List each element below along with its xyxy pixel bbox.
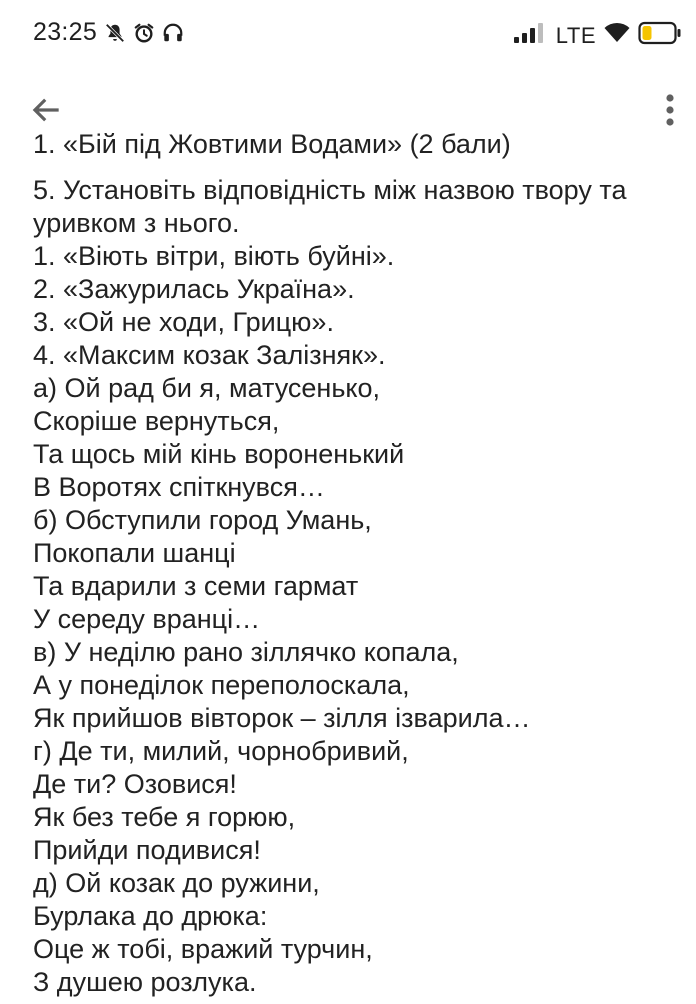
text-line: в) У неділю рано зіллячко копала, — [33, 637, 459, 667]
status-notification-icons — [104, 22, 184, 49]
text-line: Як прийшов вівторок – зілля ізварила… — [33, 703, 531, 733]
text-line: а) Ой рад би я, матусенько, — [33, 373, 381, 403]
text-line: Скоріше вернуться, — [33, 406, 280, 436]
more-vert-icon — [664, 92, 676, 133]
signal-icon — [514, 22, 548, 49]
status-time: 23:25 — [33, 18, 98, 46]
text-line: З душею розлука. — [33, 967, 257, 997]
status-system-icons — [514, 21, 682, 50]
text-line: Як без тебе я горюю, — [33, 802, 296, 832]
text-line: 5. Установіть відповідність між назвою твору та — [33, 175, 627, 205]
text-line: Покопали шанці — [33, 538, 236, 568]
text-line: 3. «Ой не ходи, Грицю». — [33, 307, 334, 337]
status-bar — [0, 0, 696, 68]
text-line: У середу вранці… — [33, 604, 261, 634]
text-line: 2. «Зажурилась Україна». — [33, 274, 355, 304]
text-line: 1. «Віють вітри, віють буйні». — [33, 241, 395, 271]
text-line: Бурлака до дрюка: — [33, 901, 268, 931]
battery-icon — [638, 21, 682, 50]
text-line: уривком з нього. — [33, 208, 240, 238]
text-line: Та вдарили з семи гармат — [33, 571, 359, 601]
text-line: д) Ой козак до ружини, — [33, 868, 320, 898]
alarm-icon — [133, 22, 155, 49]
mute-icon — [104, 22, 126, 49]
network-type: LTE — [555, 22, 596, 48]
text-line: Та щось мій кінь вороненький — [33, 439, 405, 469]
text-line: А у понеділок переполоскала, — [33, 670, 410, 700]
clipped-line-text: 1. «Бій під Жовтими Водами» (2 бали) — [33, 129, 511, 159]
clipped-previous-line — [33, 129, 693, 174]
text-line: г) Де ти, милий, чорнобривий, — [33, 736, 409, 766]
wifi-icon — [604, 22, 630, 49]
more-options-button[interactable] — [650, 88, 690, 136]
headphones-icon — [162, 22, 184, 49]
text-line: 4. «Максим козак Залізняк». — [33, 340, 386, 370]
text-line: Де ти? Озовися! — [33, 769, 237, 799]
document-text — [33, 129, 693, 1004]
text-lines — [33, 174, 693, 999]
text-line: б) Обступили город Умань, — [33, 505, 372, 535]
text-line: В Воротях спіткнувся… — [33, 472, 325, 502]
text-line: Оце ж тобі, вражий турчин, — [33, 934, 373, 964]
text-line: Прийди подивися! — [33, 835, 261, 865]
